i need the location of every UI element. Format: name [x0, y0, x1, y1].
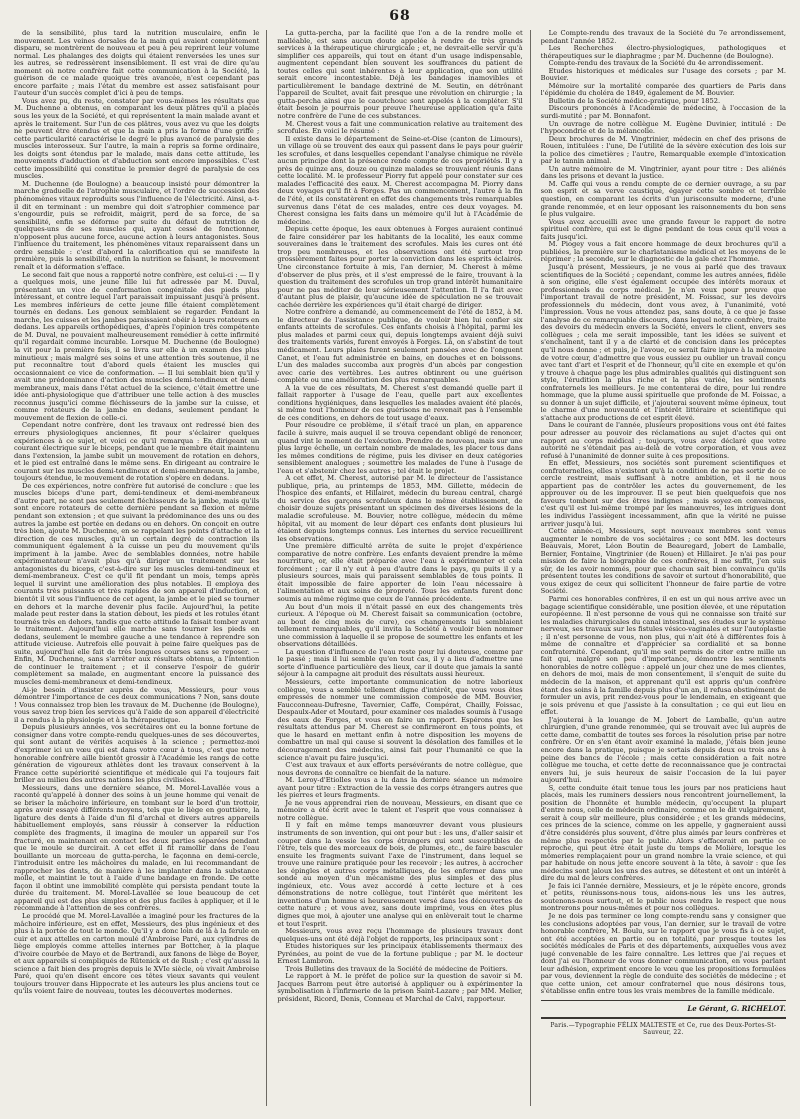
paragraph: M. Caffe qui vous a rendu compte de ce dernier ouvrage, a su par son esprit et sa verve caustique, égayer cette sombre et terrible question, en comparant les écrits d'un jurisconsulte moderne, d'une grande renommée, et en leur opposant les raisonnements du bon sens le plus vulgaire.	[540, 179, 786, 219]
paragraph: Discours prononcés à l'Académie de médecine, à l'occasion de la surdi-mutité ; par M. Bonnafont.	[540, 104, 786, 121]
paragraph: Deux brochures de M. Vingtrinier, médecin en chef des prisons de Rouen, intitulées : l'une, De l'utilité de la sévère exécution des lois sur la police des cimetières ; l'autre, Remarquable exemple d'intoxication par le tannin animal.	[540, 134, 786, 166]
paragraph: Dans le courant de l'année, plusieurs propositions vous ont été faites pour adresser au pouvoir des réclamations au sujet d'actes qui ont rapport au corps médical ; toujours, vous avez déclaré que votre autorité ne s'étendait pas au-delà de votre corporation, et vous avez refusé à l'unanimité de donner suite à ces propositions.	[540, 421, 786, 460]
paragraph: Je ne dois pas terminer ce long compte-rendu sans y consigner que les conclusions adoptées par vous, l'an dernier, sur le travail de votre honorable confrère, M. Boulu, sur le rapport que je vous fis à ce sujet, ont été acceptées en partie ou en totalité, par presque toutes les sociétés médicales de Paris et des départements, auxquelles vous avez jugé convenable de les faire connaître. Les lettres que j'ai reçues et dont j'ai eu l'honneur de vous donner communication, en vous parlant leur adhésion, expriment encore le vœu que les propositions formulées par vous, deviennent la règle de conduite des sociétés de médecine ; et que cette union, cet amour confraternel que nous désirons tous, s'établisse enfin entre tous les vrais membres de la famille médicale.	[540, 911, 786, 996]
paragraph: Depuis cette époque, les eaux obtenues à Forges auraient continué de faire considérer par les habitants de la localité, les eaux comme souveraines dans le traitement des scrofules. Mais les cures ont été trop peu nombreuses, et les observations ont été surtout trop grossièrement faites pour porter la conviction dans les esprits éclairés. Une circonstance fortuite à mis, l'an dernier, M. Cherest à même d'observer de plus près, et il s'est empressé de le faire, trouvant à la question du traitement des scrofules un trop grand intérêt humanitaire pour ne pas méditer de leur sérieusement l'attention. Il l'a fait avec d'autant plus de plaisir, qu'aucune idée de spéculation ne se trouvait cachée derrière les expériences qu'il était chargé de diriger.	[277, 225, 523, 309]
paragraph: Compte-rendu des travaux de la Société du 4e arrondissement.	[548, 59, 764, 68]
paragraph: Jusqu'à présent, Messieurs, je ne vous ai parlé que des travaux scientifiques de la Société ; cependant, comme les autres années, fidèle à son origine, elle s'est également occupée des intérêts moraux et professionnels du corps médical. Je n'en veux pour preuve que l'important travail de notre président, M. Foissac, sur les devoirs professionnels du médecin, dont vous avez, à l'unanimité, voté l'impression. Vous ne vous attendez pas, sans doute, à ce que je fasse l'analyse de ce remarquable discours, dans lequel notre confrère, traite des devoirs du médecin envers la Société, envers le client, envers ses collègues ; cela me serait impossible, tant les idées se suivent et s'enchaînent, tant il y a de clarté et de concision dans les préceptes qu'il nous donne ; et puis, je l'avoue, ce serait faire injure à la mémoire de votre cœur, d'admettre que vous eussiez pu oublier un travail conçu avec tant d'art et l'esprit et de l'honneur, qu'il cite en exemple et qu'on y trouve à chaque page les plus admirables qualités qui distinguent son style, l'érudition la plus riche et la plus variée, les sentiments confraternels les meilleurs. Je me contenterai de dire, pour lui rendre hommage, que la plume aussi spirituelle que profonde de M. Foissac, a su donner à un sujet difficile, et j'ajouterai souvent même épineux, tout le charme d'une nouveauté et l'intérêt littéraire et scientifique qui s'attache aux productions de cet esprit élevé.	[540, 262, 786, 422]
paragraph: M. Duchenne (de Boulogne) a beaucoup insisté pour démontrer la marche graduelle de l'atrophie musculaire, et l'ordre de succession des phénomènes vitaux reproduits sous l'influence de l'électricité. Ainsi, a-t-il dit en terminant : un membre qui doit s'atrophier commence par s'engourdir, puis se refroidit, maigrit, perd de sa force, de sa sensibilité, enfin se déforme par suite du défaut de nutrition de quelques-uns de ses muscles qui, ayant cessé de fonctionner, n'opposent plus aucune force, aucune action à leurs antagonistes. Sous l'influence du traitement, les phénomènes vitaux reparaissent dans un ordre sensible : c'est d'abord la calorification qui se manifeste la première, puis la sensibilité, enfin la nutrition se faisant, le mouvement renaît et la déformation s'efface.	[14, 179, 260, 271]
paragraph: S, cette conduite était tenue tous les jours par nos praticiens haut placés, mais les ruminers dessiers nous rencontrent journellement, la position de l'honnête et humble médecin, qu'occupent la plupart d'entre nous, celle de médecin ordinaire, comme on le dit vulgairement, serait à coup sûr meilleure, plus considérée ; et les grands médecins, ces princes de la science, comme on les appelle, y gagneraient aussi d'être considérés plus souvent, d'être plus aimés par leurs confrères et même plus respectés par le public. Alors s'effacerait en partie ce reproche, qui peut être était juste du temps de Molière, lorsque les mômeries remplaçaient pour un grand nombre la vraie science, et qui par habitude on nous jette encore souvent à la tête, à savoir : que les médecins sont jaloux les uns des autres, se détestent et ont un intérêt à dire du mal de leurs confrères.	[540, 783, 786, 883]
signature-row	[541, 1000, 786, 1013]
paragraph: Un autre mémoire de M. Vingtrinier, ayant pour titre : Des aliénés dans les prisons et devant la justice.	[540, 164, 786, 181]
paragraph: Une première difficulté arrêta de suite le projet d'expérience comparative de notre confrère. Les enfants devaient prendre la même nourriture, or, elle était préparée avec l'eau à expérimenter et cela forcément ; car il n'y eut à peu d'autre dans le pays, qu puits il y a plusieurs sources, mais qui paraissent semblables de tous points. Il était impossible de faire apporter de loin l'eau nécessaire à l'alimentation et aux soins de propreté. Tous les enfants furent donc soumis au même régime que ceux de l'année précédente.	[277, 542, 523, 604]
paragraph: Cependant notre confrère, dont les travaux ont redressé bien des erreurs physiologiques anciennes, fit pour s'éclairer quelques expériences à ce sujet, et voici ce qu'il remarqua : En dirigeant un courant électrique sur le biceps, pendant que le membre était maintenu dans l'extension, la jambe subit un mouvement de rotation en dehors, et le pied est entraîné dans le même sens. En dirigeant au contraire le courant sur les muscles demi-tendineux et demi-membraneux, la jambe, toujours étendue, le mouvement de rotation s'opère en dedans.	[14, 421, 260, 483]
paragraph: M. Leroy-d'Etiolles vous a lu dans la dernière séance un mémoire ayant pour titre : Extraction de la vessie des corps étrangers autres que les pierres et leurs fragments.	[277, 776, 523, 800]
paragraph: Messieurs, dans une dernière séance, M. Morel-Lavallée vous a raconté qu'appelé à donner des soins à un jeune homme qui venait de se briser la mâchoire inférieure, en tombant sur le bord d'un trottoir, après avoir essayé différents moyens, tels que le liège en gouttière, la ligature des dents à l'aide d'un fil d'archal et divers autres appareils habituellement employés, sans réussir à conserver la réduction complète des fragments, il imagina de mouler un appareil sur l'os fracturé, en maintenant en contact les deux parties séparées pendant que le moule se durcirait. A cet effet il fit ramollir dans de l'eau bouillante un morceau de gutta-percha, le façonna en demi-cercle, l'introduisit entre les mâchoires du malade, en lui recommandant de rapprocher les dents, de manière à les implanter dans la substance molle, et maintint le tout à l'aide d'une bandage en fronde. De cette façon il obtint une immobilité complète qui persista pendant toute la durée du traitement. M. Morel-Lavallée se loue beaucoup de cet appareil qui est des plus simples et des plus faciles à appliquer, et il le recommande à l'attention de ses confrères.	[14, 783, 260, 913]
paragraph: M. Cherest vous a fait une communication relative au traitement des scrofules. En voici le résumé :	[277, 119, 523, 136]
column-right	[541, 30, 786, 1106]
paragraph: Je ne vous apprendrai rien de nouveau, Messieurs, en disant que ce mémoire a été écrit avec le talent et l'esprit que vous connaissez à notre collègue.	[277, 798, 523, 822]
paragraph: Trois Bulletins des travaux de la Société de médecine de Poitiers.	[285, 964, 508, 973]
page-header	[14, 6, 786, 30]
paragraph: Notre confrère a demandé, au commencement de l'été de 1852, à M. le directeur de l'assistance publique, de vouloir bien lui confier six enfants atteints de scrofules. Ces enfants choisis à l'hôpital, parmi les plus malades et parmi ceux qui, depuis longtemps avaient déjà suivi des traitements variés, furent envoyés à Forges. Là, on s'abstint de tout médicament. Leurs plaies furent seulement pansées avec de l'onguent Canet, et l'eau fut administrée en bains, en douches et en boissons. L'un des malades succomba aux progrès d'un abcès par congestion avec carie des vertèbres. Les autres obtinrent ou une guérison complète ou une amélioration des plus remarquables.	[277, 308, 523, 385]
paragraph: Un ouvrage de notre collègue M. Eugène Duvinier, intitulé : De l'hypocondrie et de la mélancolie.	[540, 119, 786, 136]
paragraph: Le rapport à M. le préfet de police sur la question de savoir si M. Jacques Barrom peut être autorisé à appliquer ou à expérimenter la symbolisation à l'infirmerie de la prison Saint-Lazare ; par MM. Melier, président, Ricord, Denis, Conneau et Marchal de Calvi, rapporteur.	[277, 972, 523, 1003]
paragraph: Le second fait que nous a rapporté notre confrère, est celui-ci : — Il y a quelques mois, une jeune fille lui fut adressée par M. Duval, présentant un vice de conformation congénitale des pieds plus intéressant, et contre lequel l'art paraissait impuissant jusqu'à présent. Les membres inférieurs de cette jeune fille étaient complètement tournés en dedans. Les genoux semblaient se regarder. Pendant la marche, les cuisses et les jambes paraissaient obéir à leurs rotateurs en dedans. Les appareils orthopédiques, d'après l'opinion très compétente de M. Duval, ne pouvaient malheureusement remédier à cette infirmité qu'il regardait comme incurable. Lorsque M. Duchenne (de Boulogne) la vit pour la première fois, il se livra sur elle à un examen des plus minutieux ; mais malgré ses soins et une attention très soutenue, il ne put reconnaître tout d'abord quels étaient les muscles qui occasionnaient ce vice de conformation. — Il lui semblait bien qu'il y avait une prédominance d'action des muscles demi-tendineux et demi-membraneux, mais dans l'état actuel de la science, c'était émettre une idée anti-physiologique que d'attribuer une telle action à des muscles reconnus jusqu'ici comme fléchisseurs de la jambe sur la cuisse, et comme rotateurs de la jambe en dedans, seulement pendant le mouvement de flexion de celle-ci.	[14, 270, 260, 422]
paragraph: Il existe dans le département de Seine-et-Oise (canton de Limours), un village où se trouvent des eaux qui passent dans le pays pour guérir les scrofules, et dans lesquelles cependant l'analyse chimique ne révèle aucun principe dont la présence rende compte de ces propriétés. Il y a près de quinze ans, douze ou quinze malades se trouvaient réunis dans cette localité. M. le professeur Piorry fut appelé pour constater sur ces malades l'efficacité des eaux. M. Cherest accompagna M. Piorry dans deux voyages qu'il fit à Forges. Pas un commencement, l'autre à la fin de l'été, et ils constatèrent en effet des changements très remarquables survenus dans l'état de ces malades, entre ces deux voyages. M. Cherest consigna les faits dans un mémoire qu'il lut à l'Académie de médecine.	[277, 134, 523, 226]
paragraph: M. Piogey vous a fait encore hommage de deux brochures qu'il a publiées, la première sur le charlatanisme médical et les moyens de le réprimer ; la seconde, sur le diagnostic de la gale chez l'homme.	[540, 240, 786, 264]
paragraph: J'ajouterai à la louange de M. Jobert de Lamballe, qu'un autre chirurgien, d'une grande renommée, qui se trouvait avec lui auprès de cette dame, combattit de toutes ses forces la résolution prise par notre confrère. Or en s'en étant avoir examiné la malade, j'étais bien jeune encore dans la pratique, puisque je sortais depuis deux ou trois ans à peine des bancs de l'école ; mais cette considération a fait notre collègue me toucha, et cette dette de reconnaissance que je contractai envers lui, je suis heureux de saisir l'occasion de la lui payer aujourd'hui.	[540, 715, 786, 785]
paragraph: Etudes historiques sur les principaux établissements thermaux des Pyrénées, au point de vue de la fortune publique ; par M. le docteur Ernest Lambron.	[277, 942, 523, 966]
paragraph: Le Compte-rendu des travaux de la Société du 7e arrondissement, pendant l'année 1852.	[540, 30, 786, 45]
printer-line: Paris.—Typographie FÉLIX MALTESTE et Ce, rue des Deux-Portes-St-Sauveur, 22.	[541, 1017, 786, 1036]
paragraph: A cet effet, M. Cherest, autorisé par M. le directeur de l'assistance publique, pria, au printemps de 1853, MM. Gillette, médecin de l'hospice des enfants, et Hillairet, médecin du bureau central, chargé du service des garçons scrofuleux dans le même établissement, de choisir douze sujets présentant un spécimen des diverses lésions de la maladie scrofuleuse. M. Bouvier, notre collègue, médecin du même hôpital, vit au moment de leur départ ces enfants dont plusieurs lui étaient depuis longtemps connus. Les internes du service recueillirent les observations.	[277, 474, 523, 543]
paragraph: Vous avez pu, du reste, constater par vous-mêmes les résultats que M. Duchenne a obtenus, en comparant les deux plâtres qu'il a placés sous les yeux de la Société, et qui représentent la main malade avant et après le traitement. Sur l'un de ces plâtres, vous avez vu que les doigts ne peuvent être étendus et que la main a pris la forme d'une griffe ; cette particularité caractérise le degré le plus avancé de paralysie des muscles interosseux. Sur l'autre, la main a repris sa forme ordinaire, les doigts sont étendus par le malade, mais dans cette attitude, les mouvements d'adduction et d'abduction sont encore impossibles. C'est cette impossibilité qui constitue le premier degré de paralysie de ces muscles.	[14, 96, 260, 181]
page-number: 68	[389, 8, 411, 24]
paragraph: de la sensibilité, plus tard la nutrition musculaire, enfin le mouvement. Les veines dorsales de la main qui avaient complètement disparu, se montrèrent de nouveau et peu à peu reprirent leur volume normal. Les phalanges des doigts qui étaient renversées les unes sur les autres, se redressèrent insensiblement. Il est vrai de dire qu'au moment où notre confrère fait cette communication à la Société, la guérison de ce malade quoique très avancée, n'est cependant pas encore parfaite ; mais l'état du membre est assez satisfaisant pour l'auteur d'un succès complet d'ici à peu de temps.	[14, 30, 260, 98]
paragraph: De ces expériences, notre confrère fut autorisé de conclure : que les muscles biceps d'une part, demi-tendineux et demi-membraneux d'autre part, ne sont pas seulement fléchisseurs de la jambe, mais qu'ils sont encore rotateurs de cette dernière pendant sa flexion et même pendant son extension ; et que suivant la prédominance des uns ou des autres la jambe est portée en dedans ou en dehors. On conçoit en outre très bien, ajoute M. Duchenne, en se rappelant les points d'attache et la direction de ces muscles, qu'à un certain degré de contraction ils communiquent également à la cuisse un peu du mouvement qu'ils impriment à la jambe. Avec de semblables données, notre habile expérimentateur n'avait plus qu'à diriger un traitement sur les antagonistes du biceps, c'est-à-dire sur les muscles demi-tendineux et demi-membraneux. C'est ce qu'il fit pendant un mois, temps après lequel il survint une amélioration des plus notables. Il employa des courants très puissants et très rapides de son appareil d'induction, et bientôt il vit sous l'influence de cet agent, la jambe et le pied se tourner en dehors et la marche devenir plus facile. Aujourd'hui, la petite malade peut rester dans la station debout, les pieds et les rotules étant tournés très en dehors, tandis que cette attitude la faisait tomber avant le traitement. Aujourd'hui elle marche sans tourner les pieds en dedans, seulement le membre gauche a une tendance à reprendre son attitude vicieuse. Autrefois elle pouvait à peine faire quelques pas de suite, aujourd'hui elle fait de très longues courses sans se reposer. — Enfin, M. Duchenne, sans s'arrêter aux résultats obtenus, a l'intention de continuer le traitement ; et il conserve l'espoir de guérir complètement sa malade, en augmentant encore la puissance des muscles demi-membraneux et demi-tendineux.	[14, 481, 260, 687]
paragraph: Vous avez accueilli avec une grande faveur le rapport de notre spirituel confrère, qui est le digne pendant de tous ceux qu'il vous a faits jusqu'ici.	[540, 217, 786, 241]
column-left	[14, 30, 267, 1106]
paragraph: Ai-je besoin d'insister auprès de vous, Messieurs, pour vous démontrer l'importance de ces deux communications ? Non, sans doute ! Vous connaissez trop bien les travaux de M. Duchenne (de Boulogne), vous savez trop bien les services qu'à l'aide de son appareil d'électricité il a rendus à la physiologie et à la thérapeutique.	[14, 685, 260, 724]
column-middle	[277, 30, 530, 1106]
text-columns	[14, 30, 786, 1106]
paragraph: Bulletin de la Société médico-pratique, pour 1852.	[548, 96, 721, 105]
paragraph: Pour résoudre ce problème, il s'était tracé un plan, en apparence facile à suivre, mais auquel il se trouva cependant obligé de renoncer, quand vint le moment de l'exécution. Prendre de nouveau, mais sur une plus large échelle, un certain nombre de malades, les placer tous dans les mêmes conditions de régime, puis les diviser en deux catégories sensiblement analogues ; soumettre les malades de l'une à l'usage de l'eau et s'abstenir chez les autres ; tel était le projet.	[277, 421, 523, 475]
paragraph: C'est aux travaux et aux efforts persévérants de notre collègue, que nous devrons de connaître ce bienfait de la nature.	[277, 761, 523, 777]
paragraph: Messieurs, vous avez reçu l'hommage de plusieurs travaux dont quelques-uns ont été déjà l'objet de rapports, les principaux sont :	[277, 927, 523, 943]
paragraph: La question d'influence de l'eau reste pour lui douteuse, comme par le passé ; mais il lui semble qu'en tout cas, il y a lieu d'admettre une sorte d'influence particulière des lieux, car il doute que jamais la santé séjour à la campagne ait produit des résultats aussi heureux.	[277, 647, 523, 679]
paragraph: Depuis plusieurs années, vos secrétaires ont eu la bonne fortune de consigner dans votre compte-rendu quelques-unes de ses découvertes, qui sont autant de vérités acquises à la science ; permettez-moi d'exprimer ici un vœu qui est dans votre cœur à tous, c'est que notre honorable confrère aille bientôt grossir à l'Académie les rangs de cette génération de vigoureux athlètes dont les travaux conservent à la France cette supériorité scientifique et médicale qui l'a toujours fait briller au milieu des autres nations les plus civilisées.	[14, 723, 260, 785]
paragraph: Au bout d'un mois il n'était passé en eux des changements très curieux. A l'époque où M. Cherest faisait sa communication (octobre, au bout de cinq mois de cure), ces changements lui semblaient tellement remarquables, qu'il invita la Société à vouloir bien nommer une commission à laquelle il se propose de soumettre les enfants et les observations détaillées.	[277, 602, 523, 649]
paragraph: Cette année-ci, Messieurs, sept nouveaux membres sont venus augmenter le nombre de vos sociétaires ; ce sont MM. les docteurs Beauvais, Moret, Léon Boutin de Beauregard, Jobert de Lamballe, Bernier, Fontaine, Vingtrinier (de Rouen) et Hillairet. Je n'ai pas pour mission de faire la biographie de ces confrères, il me suffit, j'en suis sûr, de les avoir nommés, pour que chacun sait bien convaincu qu'ils présentent toutes les conditions de savoir et surtout d'honorabilité, que vous exigez de ceux qui sollicitent l'honneur de faire partie de votre Société.	[540, 527, 786, 596]
paragraph: La gutta-percha, par la facilité que l'on a de la rendre molle et malléable, est sans aucun doute appelée à rendre de très grands services à la thérapeutique chirurgicale ; et, ne devrait-elle servir qu'à simplifier ces appareils, qui tout en étant d'un usage indispensable, augmentent cependant bien souvent les souffrances du patient de toutes celles qui sont inhérentes à leur application, que son utilité serait encore incontestable. Déjà les bandages inamovibles et particulièrement le bandage dextriné de M. Seutin, en détrônant l'appareil de Scultet, avait fait presque une révolution en chirurgie ; la gutta-percha ainsi que le caoutchouc sont appelés à la compléter. S'il était besoin je pourrais pour preuve l'heureuse application qu'a faite notre confrère de l'une de ces substances.	[277, 30, 523, 121]
paragraph: Je fais ici l'année dernière, Messieurs, et je le répète encore, gronds et petits, réunissons-nous tous, aidons-nous les uns les autres, soutenons-nous surtout, et le public nous rendra le respect que nous montrerons pour nous-mêmes et pour nos collègues.	[540, 881, 786, 913]
paragraph: En effet, Messieurs, nos sociétés sont purement scientifiques et confraternelles, elles n'existent qu'à la condition de ne pas sortir de ce cercle restreint, mais suffisant à notre ambition, et il ne nous appartient pas de contrôler les actes du gouvernement, de les approuver ou de les improuver. Il se peut bien quelquefois que nos faveurs tombent sur des êtres indignes ; mais soyez-en convaincus, c'est qu'il est lui-même trompé par les manœuvres, les intrigues dont les individus l'assiègent incessamment, afin que la vérité ne puisse arriver jusqu'à lui.	[540, 459, 786, 528]
paragraph: Messieurs, cette importante communication de notre laborieux collègue, vous a semblé tellement digne d'intérêt, que vous vous êtes empressés de nommer une commission composée de MM. Bouvier, Faucconneau-Dufresne, Tavernier, Caffe, Compérat, Chailly, Foissac, Despaulx-Ader et Moutard, pour examiner ces malades soumis à l'usage des eaux de Forges, et vous en faire un rapport. Espérons que les résultats attendus par M. Cherest se confirmeront en tous points, et que le hasard en mettant enfin à notre disposition les moyens de combattre un mal qui cause si souvent la désolation des familles et le découragement des médecins, ainsi fait pour l'humanité ce que la science n'avait pu faire jusqu'ici.	[277, 678, 523, 762]
paragraph: Il y fait en même temps manœuvrer devant vous plusieurs instruments de son invention, qui ont pour but : les uns, d'aller saisir et couper dans la vessie les corps étrangers qui sont susceptibles de l'être, tels que des morceaux de bois, de plumes, etc., de faire basculer ensuite les fragments suivant l'axe de l'instrument, dans lequel se trouve une rainure pratiquée pour les recevoir ; les autres, à accrocher les épingles et autres corps métalliques, de les enfermer dans une sonde au moyen d'un mécanisme des plus simples et des plus ingénieux, etc. Vous avez accordé à cette lecture et à ces démonstrations de notre collègue, tout l'intérêt que méritent les inventions d'un homme si heureusement versé dans les découvertes de cette nature ; et vous avez, sans doute imprimé, vous en êtes plus dignes que moi, à ajouter une analyse qui en enlèverait tout le charme et tout l'esprit.	[277, 821, 523, 928]
paragraph: Etudes historiques et médicales sur l'usage des corsets ; par M. Bouvier.	[540, 66, 786, 83]
paragraph: Les Recherches électro-physiologiques, pathologiques et thérapeutiques sur le diaphragme ; par M. Duchenne (de Boulogne).	[540, 44, 786, 60]
paragraph: Mémoire sur la mortalité comparée des quartiers de Paris dans l'épidémie du choléra de 1849, également de M. Bouvier.	[540, 81, 786, 98]
signature: Le Gérant, G. RICHELOT.	[687, 1004, 786, 1013]
column-right-body	[541, 30, 786, 996]
paragraph: Le procédé que M. Morel-Lavallée a imaginé pour les fractures de la mâchoire inférieure, est en effet, Messieurs, des plus ingénieux et des plus à la portée de tout le monde. Qu'il y a donc loin de là à la ferule en cuir et aux attelles en carton moulé d'Ambroise Paré, aux cylindres de liège employés comme attelles internes par Bottcher, à la plaque d'ivoire courbée de Mayo et de Bertrandi, aux fanons de liège de Boyer, et aux appareils si compliqués de Rütenick et de Rush ; c'est qu'aussi la science a fait bien des progrès depuis le XVIe siècle, où vivait Ambroise Paré, quoi qu'en disent encore ces têtes vieux savants qui veulent toujours trouver dans Hippocrate et les auteurs les plus anciens tout ce qu'ils voient faire de nouveau, toutes les découvertes modernes.	[14, 911, 260, 996]
paragraph: Parmi ces honorables confrères, il en est un qui nous arrive avec un bagage scientifique considérable, une position élevée, et une réputation européenne. Il n'est personne de vous qui ne connaisse son traité sur les maladies chirurgicales du canal intestinal, ses études sur le système nerveux, ses travaux sur les fistules vésico-vaginales et sur l'autoplastie ; il n'est personne de vous, non plus, qui n'ait été à différentes fois à même de connaître et d'apprécier sa cordialité et sa bonne confraternité. Cependant, qu'il me soit permis de citer entre mille un fait qui, malgré son peu d'importance, démontre les sentiments honorables de notre collègue : appelé un jour chez une de mes clientes, en dehors de moi, mais de mon consentement, il s'enquit de suite du médecin de la maison, et apprenant qu'il est appris qu'un confrère étant des soins à la famille depuis plus d'un an, il refusa obstinément de formuler un avis, prit rendez-vous pour le lendemain, en exigeant que je sois prévenu et que j'assiste à la consultation ; ce qui eut lieu en effet.	[540, 595, 786, 717]
paragraph: A la vue de ces résultats, M. Cherest s'est demandé quelle part il fallait rapporter à l'usage de l'eau, quelle part aux excellentes conditions hygiéniques, dans lesquelles les malades avaient été placés, si même tout l'honneur de ces guérisons ne revenait pas à l'ensemble de ces conditions, en dehors de tout usage d'eaux.	[277, 383, 523, 422]
